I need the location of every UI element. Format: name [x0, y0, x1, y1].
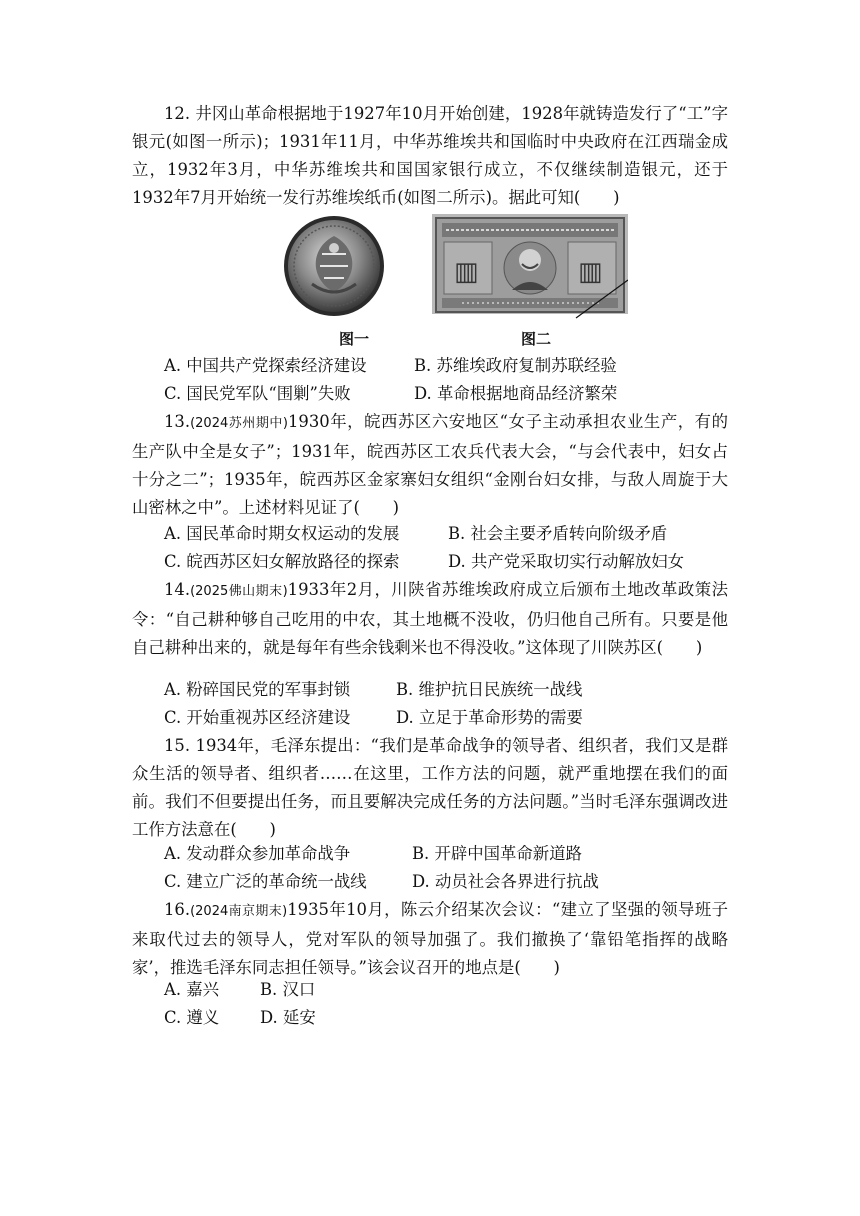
question-12-stem: 12. 井冈山革命根据地于1927年10月开始创建，1928年就铸造发行了“工”字银元(如图一所示)；1931年11月，中华苏维埃共和国临时中央政府在江西瑞金成立，1932年3月，中华苏维埃共和国国家银行成立，不仅继续制造银元，还于1932年7月开始统一发行苏维埃纸币(如图二所示)。据此可知( ) — [132, 104, 728, 207]
question-14-options-row-1 — [164, 676, 582, 704]
figure-1-caption: 图一 — [339, 330, 370, 348]
question-13-options-row-1 — [164, 520, 667, 548]
svg-text:▥: ▥ — [454, 257, 479, 287]
question-14-stem: 14.(2025佛山期末)1933年2月，川陕省苏维埃政府成立后颁布土地改革政策法令：“自己耕种够自己吃用的中农，其土地概不没收，仍归他自己所有。只要是他自己耕种出来的，就是每年有些余钱剩米也不得没收。”这体现了川陕苏区( ) — [132, 580, 729, 657]
option-c[interactable]: C. 建立广泛的革命统一战线 — [164, 872, 367, 891]
svg-text:▥: ▥ — [578, 257, 603, 287]
option-a[interactable]: A. 中国共产党探索经济建设 — [164, 356, 367, 375]
question-13-options-row-2 — [164, 548, 684, 576]
option-a[interactable]: A. 发动群众参加革命战争 — [164, 844, 351, 863]
option-a[interactable]: A. 粉碎国民党的军事封锁 — [164, 680, 351, 699]
option-a[interactable]: A. 国民革命时期女权运动的发展 — [164, 524, 400, 543]
option-d[interactable]: D. 革命根据地商品经济繁荣 — [414, 384, 618, 403]
figure-2-banknote — [432, 214, 628, 320]
question-15-stem: 15. 1934年，毛泽东提出：“我们是革命战争的领导者、组织者，我们又是群众生活的领导者、组织者……在这里，工作方法的问题，就严重地摆在我们的面前。我们不但要提出任务，而且要解决完成任务的方法问题。”当时毛泽东强调改进工作方法意在( ) — [132, 736, 728, 839]
option-c[interactable]: C. 国民党军队“围剿”失败 — [164, 384, 351, 403]
question-13-stem: 13.(2024苏州期中)1930年，皖西苏区六安地区“女子主动承担农业生产，有的生产队中全是女子”；1931年，皖西苏区工农兵代表大会，“与会代表中，妇女占十分之二”；1935年，皖西苏区金家寨妇女组织“金刚台妇女排，与敌人周旋于大山密林之中”。上述材料见证了( ) — [132, 412, 728, 517]
question-16-stem: 16.(2024南京期末)1935年10月，陈云介绍某次会议：“建立了坚强的领导班子来取代过去的领导人，党对军队的领导加强了。我们撤换了‘靠铅笔指挥的战略家’，推选毛泽东同志担任领导。”该会议召开的地点是( ) — [132, 900, 728, 977]
question-16-options-row-1 — [164, 976, 315, 1004]
figure-1-coin — [282, 214, 386, 318]
option-b[interactable]: B. 维护抗日民族统一战线 — [396, 680, 583, 699]
option-c[interactable]: C. 开始重视苏区经济建设 — [164, 708, 351, 727]
option-d[interactable]: D. 动员社会各界进行抗战 — [412, 872, 599, 891]
option-b[interactable]: B. 开辟中国革命新道路 — [412, 844, 582, 863]
option-a[interactable]: A. 嘉兴 — [164, 980, 220, 999]
option-d[interactable]: D. 立足于革命形势的需要 — [396, 708, 583, 727]
option-c[interactable]: C. 遵义 — [164, 1008, 220, 1027]
option-d[interactable]: D. 延安 — [260, 1008, 316, 1027]
question-12-options-row-1 — [164, 352, 617, 380]
question-12-options-row-2 — [164, 380, 617, 408]
question-16-source: (2024南京期末) — [190, 904, 288, 919]
question-13-source: (2024苏州期中) — [190, 416, 288, 431]
option-d[interactable]: D. 共产党采取切实行动解放妇女 — [448, 552, 685, 571]
question-15-options-row-2 — [164, 868, 599, 896]
option-b[interactable]: B. 汉口 — [260, 980, 316, 999]
figure-2-caption: 图二 — [521, 330, 552, 348]
question-16-options-row-2 — [164, 1004, 316, 1032]
question-14-source: (2025佛山期末) — [190, 584, 288, 599]
option-b[interactable]: B. 苏维埃政府复制苏联经验 — [414, 356, 617, 375]
silver-coin-icon — [282, 214, 386, 318]
option-b[interactable]: B. 社会主要矛盾转向阶级矛盾 — [448, 524, 668, 543]
option-c[interactable]: C. 皖西苏区妇女解放路径的探索 — [164, 552, 400, 571]
question-14-options-row-2 — [164, 704, 583, 732]
soviet-banknote-icon — [432, 214, 628, 320]
question-15-options-row-1 — [164, 840, 582, 868]
